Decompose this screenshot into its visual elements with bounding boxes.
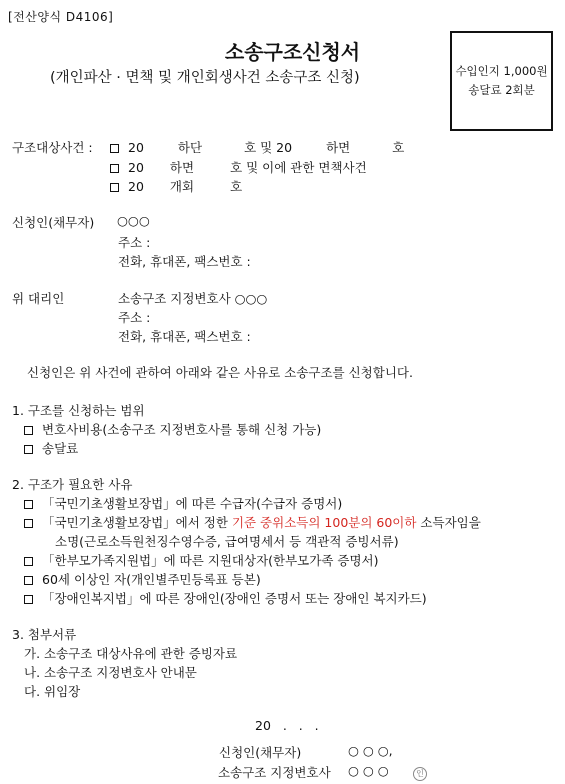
- attachment-item-2: 나. 소송구조 지정변호사 안내문: [24, 665, 197, 680]
- scope-item-lawyer: [24, 420, 321, 438]
- document-title-text: 소송구조신청서: [224, 40, 361, 64]
- case-year: 20: [128, 140, 144, 155]
- section2-heading: 2. 구조가 필요한 사유: [12, 477, 133, 492]
- case-year: 20: [128, 179, 144, 194]
- scope-item-label: 변호사비용(소송구조 지정변호사를 통해 신청 가능): [42, 422, 322, 437]
- scope-item-label: 송달료: [42, 441, 79, 456]
- agent-address-label: 주소 :: [118, 310, 151, 325]
- case-year: 20: [128, 160, 144, 175]
- case-line-1: [110, 138, 404, 156]
- case-kind2: 하면: [326, 140, 351, 155]
- stamp-fee-line: 수입인지 1,000원: [455, 64, 548, 78]
- seal-icon: [413, 764, 427, 781]
- reason-label-4: 60세 이상인 자(개인별주민등록표 등본): [42, 572, 261, 587]
- case-line-3: [110, 177, 242, 195]
- signature-applicant-label: 신청인(채무자): [219, 745, 302, 760]
- case-rest: 호: [230, 179, 243, 194]
- reason-label-2-pre: 「국민기초생활보장법」에서 정한: [42, 515, 232, 530]
- case-label: 구조대상사건 :: [12, 140, 93, 155]
- case-end: 호: [392, 140, 405, 155]
- agent-phone-label: 전화, 휴대폰, 팩스번호 :: [118, 329, 251, 344]
- case-rest: 호 및 이에 관한 면책사건: [230, 160, 367, 175]
- reason-label-5: 「장애인복지법」에 따른 장애인(장애인 증명서 또는 장애인 복지카드): [42, 591, 427, 606]
- document-subtitle: (개인파산 · 면책 및 개인회생사건 소송구조 신청): [50, 70, 360, 86]
- date-line: 20 . . .: [255, 718, 319, 733]
- reason-label-2-post: 소득자임을: [416, 515, 481, 530]
- reason-item-1: [24, 494, 342, 512]
- case-checkbox-1[interactable]: [110, 144, 119, 153]
- case-checkbox-3[interactable]: [110, 183, 119, 192]
- reason-checkbox-2[interactable]: [24, 519, 33, 528]
- reason-checkbox-5[interactable]: [24, 595, 33, 604]
- section3-heading: 3. 첨부서류: [12, 627, 77, 642]
- signature-applicant-value: ○ ○ ○,: [348, 743, 393, 758]
- signature-lawyer-value: ○ ○ ○: [348, 763, 389, 778]
- reason-item-5: [24, 589, 427, 607]
- reason-item-2: [24, 513, 481, 531]
- reason-label-2-cont: 소명(근로소득원천징수영수증, 급여명세서 등 객관적 증빙서류): [55, 534, 399, 549]
- case-kind: 하단: [177, 140, 203, 155]
- applicant-label: 신청인(채무자): [12, 215, 95, 230]
- reason-item-4: [24, 570, 261, 588]
- scope-item-delivery: [24, 439, 78, 457]
- applicant-address-label: 주소 :: [118, 235, 151, 250]
- case-mid: 호 및 20: [244, 140, 293, 155]
- reason-checkbox-1[interactable]: [24, 500, 33, 509]
- applicant-name: ○○○: [117, 213, 150, 228]
- delivery-fee-line: 송달료 2회분: [468, 83, 535, 97]
- attachment-item-3: 다. 위임장: [24, 684, 81, 699]
- reason-item-3: [24, 551, 378, 569]
- signature-lawyer-label: 소송구조 지정변호사: [218, 765, 331, 780]
- seal-mark: 인: [413, 767, 427, 781]
- section1-heading: 1. 구조를 신청하는 범위: [12, 403, 145, 418]
- applicant-phone-label: 전화, 휴대폰, 팩스번호 :: [118, 254, 251, 269]
- intro-text: 신청인은 위 사건에 관하여 아래와 같은 사유로 소송구조를 신청합니다.: [27, 365, 413, 380]
- agent-name: 소송구조 지정변호사 ○○○: [118, 291, 268, 306]
- agent-label: 위 대리인: [12, 291, 65, 306]
- reason-checkbox-4[interactable]: [24, 576, 33, 585]
- case-line-2: [110, 158, 367, 176]
- case-kind: 하면: [169, 160, 195, 175]
- attachment-item-1: 가. 소송구조 대상사유에 관한 증빙자료: [24, 646, 238, 661]
- reason-label-2-highlight: 기준 중위소득의 100분의 60이하: [231, 515, 417, 530]
- reason-checkbox-3[interactable]: [24, 557, 33, 566]
- reason-label-1: 「국민기초생활보장법」에 따른 수급자(수급자 증명서): [42, 496, 343, 511]
- scope-checkbox-lawyer[interactable]: [24, 426, 33, 435]
- scope-checkbox-delivery[interactable]: [24, 445, 33, 454]
- case-checkbox-2[interactable]: [110, 164, 119, 173]
- reason-label-3: 「한부모가족지원법」에 따른 지원대상자(한부모가족 증명서): [42, 553, 379, 568]
- case-kind: 개회: [169, 179, 195, 194]
- stamp-fee-box: [450, 31, 553, 131]
- form-code: [전산양식 D4106]: [8, 10, 114, 24]
